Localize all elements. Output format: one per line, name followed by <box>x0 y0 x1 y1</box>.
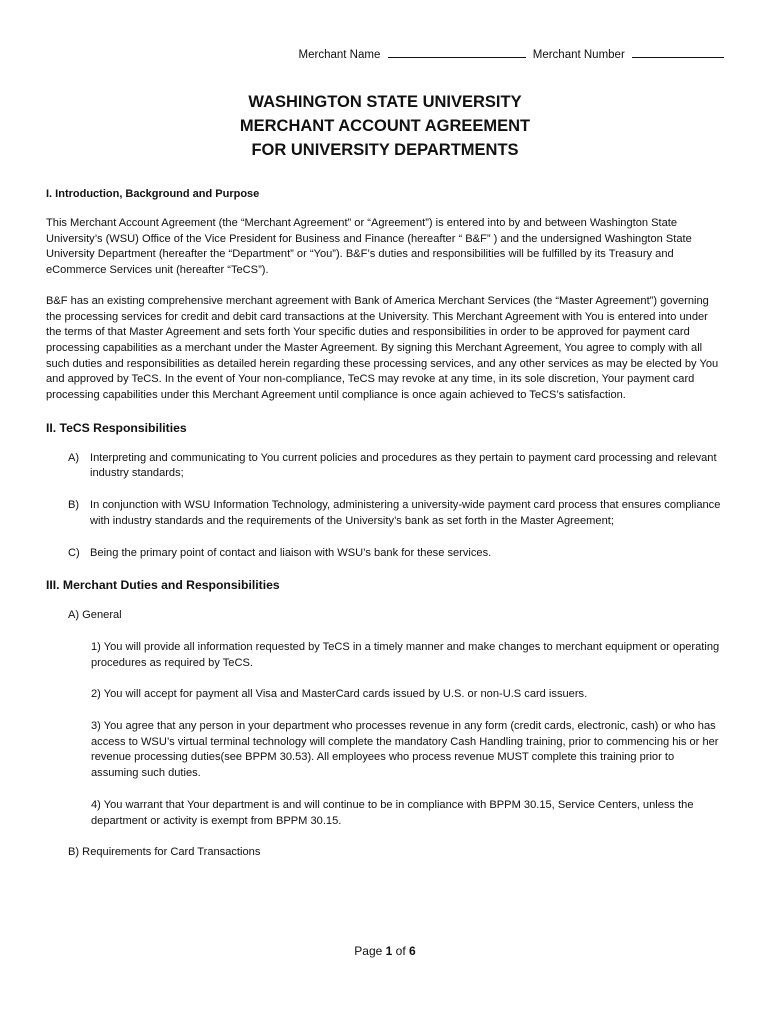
section-1-heading: I. Introduction, Background and Purpose <box>46 188 260 200</box>
section-1-paragraph-2: B&F has an existing comprehensive merchant agreement with Bank of America Merchant Services (the “Master Agreement”) governing the processing services for credit and debit card transactions at the University. This Merchant Agreement with You is entered into under the terms of that Master Agreement and sets forth Your specific duties and responsibilities in order to be approved for payment card processing capabilities as a merchant under the Master Agreement. By signing this Merchant Agreement, You agree to comply with all such duties and responsibilities as detailed herein regarding these processing services, and any other services as may be elected by You and approved by TeCS. In the event of Your non-compliance, TeCS may revoke at any time, in its sole discretion, Your payment card processing capabilities under this Merchant Agreement until compliance is once again achieved to TeCS’s satisfaction. <box>46 294 719 402</box>
section-3-requirements-label: B) Requirements for Card Transactions <box>68 846 261 859</box>
title-line-2: MERCHANT ACCOUNT AGREEMENT <box>239 117 531 135</box>
section-3-item-1: 1) You will provide all information requested by TeCS in a timely manner and make changes to merchant equipment or operating procedures as required by TeCS. <box>91 640 720 669</box>
section-2-item-a <box>46 451 722 482</box>
item-label: C) <box>68 546 80 559</box>
title-line-3: FOR UNIVERSITY DEPARTMENTS <box>251 141 519 159</box>
page-current: 1 <box>385 944 393 958</box>
section-1-paragraph-1: This Merchant Account Agreement (the “Merchant Agreement” or “Agreement”) is entered into by and between Washington State University’s (WSU) Office of the Vice President for Business and Finance (hereafter “ B&F” ) and the undersigned Washington State University Department (hereafter the “Department” or “You”). B&F’s duties and responsibilities will be fulfilled by its Treasury and eCommerce Services unit (hereafter “TeCS”). <box>46 217 692 277</box>
section-2-heading: II. TeCS Responsibilities <box>46 420 187 435</box>
document-title <box>0 90 770 162</box>
section-3-item-3: 3) You agree that any person in your department who processes revenue in any form (credit cards, electronic, cash) or who has access to WSU’s virtual terminal technology will complete the mandatory Cash Handling training, prior to commencing his or her revenue processing duties(see BPPM 30.53). All employees who process revenue MUST complete this training prior to assuming such duties. <box>91 720 719 780</box>
merchant-name-blank[interactable] <box>388 47 526 58</box>
section-3-item-2: 2) You will accept for payment all Visa and MasterCard cards issued by U.S. or non-U.S card issuers. <box>91 688 588 701</box>
item-label: A) <box>68 451 80 464</box>
merchant-header <box>299 47 724 61</box>
section-3-heading: III. Merchant Duties and Responsibilities <box>46 578 280 593</box>
merchant-number-blank[interactable] <box>632 47 724 58</box>
page-total: 6 <box>409 944 416 958</box>
page-footer <box>0 944 770 958</box>
item-label: B) <box>68 499 80 512</box>
of-word: of <box>395 944 406 958</box>
item-text: In conjunction with WSU Information Technology, administering a university-wide payment card process that ensures compliance with industry standards and the requirements of the University’s bank as set forth in the Master Agreement; <box>90 499 721 527</box>
section-2-item-c <box>46 546 722 562</box>
merchant-name-label: Merchant Name <box>298 49 381 61</box>
section-3-item-4: 4) You warrant that Your department is and will continue to be in compliance with BPPM 30.15, Service Centers, unless the department or activity is exempt from BPPM 30.15. <box>91 798 694 827</box>
item-text: Being the primary point of contact and liaison with WSU’s bank for these services. <box>90 546 492 559</box>
page-word: Page <box>354 944 383 958</box>
title-line-1: WASHINGTON STATE UNIVERSITY <box>248 93 522 111</box>
item-text: Interpreting and communicating to You current policies and procedures as they pertain to payment card processing and relevant industry standards; <box>90 451 717 480</box>
document-body <box>46 188 722 861</box>
merchant-number-label: Merchant Number <box>532 49 625 61</box>
section-2-item-b <box>46 498 722 529</box>
section-3-general-label: A) General <box>68 609 122 622</box>
